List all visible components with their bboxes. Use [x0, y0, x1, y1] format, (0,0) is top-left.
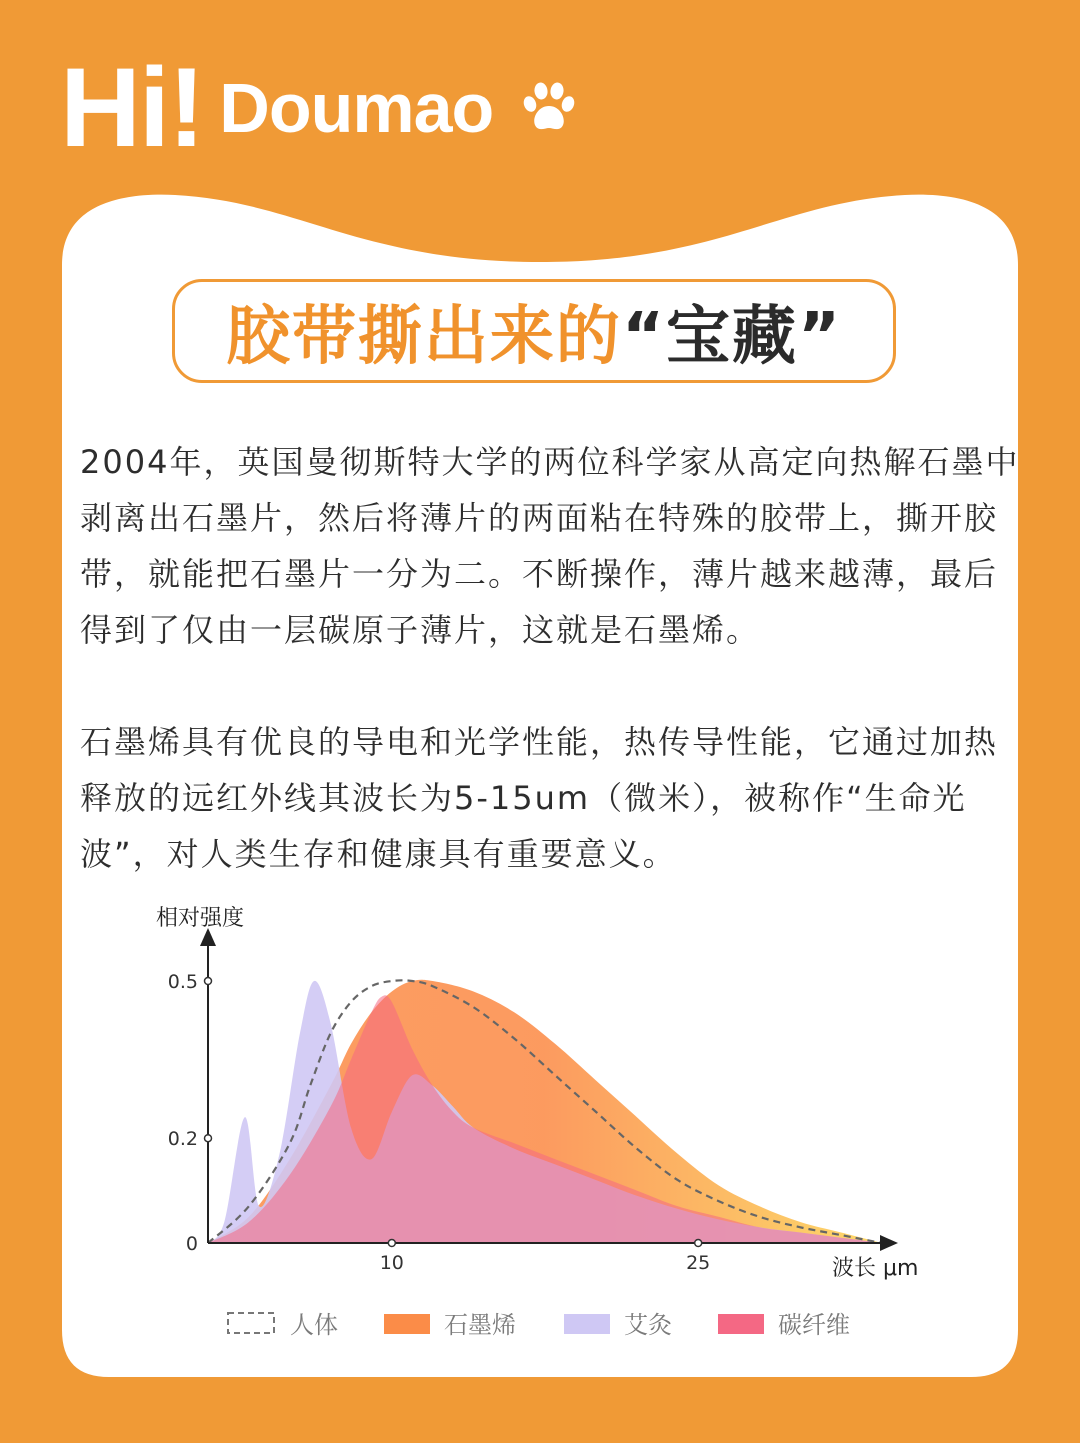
y-tick-label: 0: [185, 1233, 198, 1255]
brand-hi: Hi!: [60, 45, 204, 170]
x-tick-label: 10: [379, 1252, 404, 1274]
series-layer: [208, 980, 882, 1243]
legend-label-graphene: 石墨烯: [444, 1311, 516, 1339]
y-tick-marker: [205, 1135, 212, 1142]
x-tick-marker: [388, 1240, 395, 1247]
graphene-paragraph: 石墨烯具有优良的导电和光学性能，热传导性能，它通过加热释放的远红外线其波长为5-15um（微米），被称作“生命光波”，对人类生存和健康具有重要意义。: [80, 723, 999, 873]
legend-swatch-carbon-fiber: [718, 1314, 764, 1334]
y-tick-label: 0.2: [167, 1128, 198, 1151]
spectrum-chart: [140, 895, 940, 1355]
y-axis-title: 相对强度: [156, 906, 245, 931]
legend-label-human-body: 人体: [290, 1311, 338, 1339]
title-main: 胶带撕出来的: [225, 300, 622, 374]
y-tick-label: 0.5: [167, 971, 198, 993]
title-highlight: “宝藏”: [621, 300, 843, 374]
x-tick-marker: [695, 1240, 702, 1247]
x-axis-title: 波长 μm: [832, 1256, 919, 1281]
chart-legend: [228, 1311, 850, 1339]
legend-label-carbon-fiber: 碳纤维: [778, 1311, 850, 1339]
legend-label-moxa: 艾灸: [624, 1311, 672, 1339]
legend-swatch-human-body: [228, 1313, 274, 1333]
legend-swatch-graphene: [384, 1314, 430, 1334]
brand-name: Doumao: [219, 69, 494, 147]
title-box: [172, 279, 896, 383]
x-tick-label: 25: [686, 1252, 711, 1274]
y-tick-marker: [205, 978, 212, 985]
intro-paragraph: 2004年，英国曼彻斯特大学的两位科学家从高定向热解石墨中剥离出石墨片，然后将薄片的两面粘在特殊的胶带上，撕开胶带，就能把石墨片一分为二。不断操作，薄片越来越薄，最后得到了仅由一层碳原子薄片，这就是石墨烯。: [80, 443, 1020, 649]
page-title: [226, 285, 842, 377]
legend-swatch-moxa: [564, 1314, 610, 1334]
